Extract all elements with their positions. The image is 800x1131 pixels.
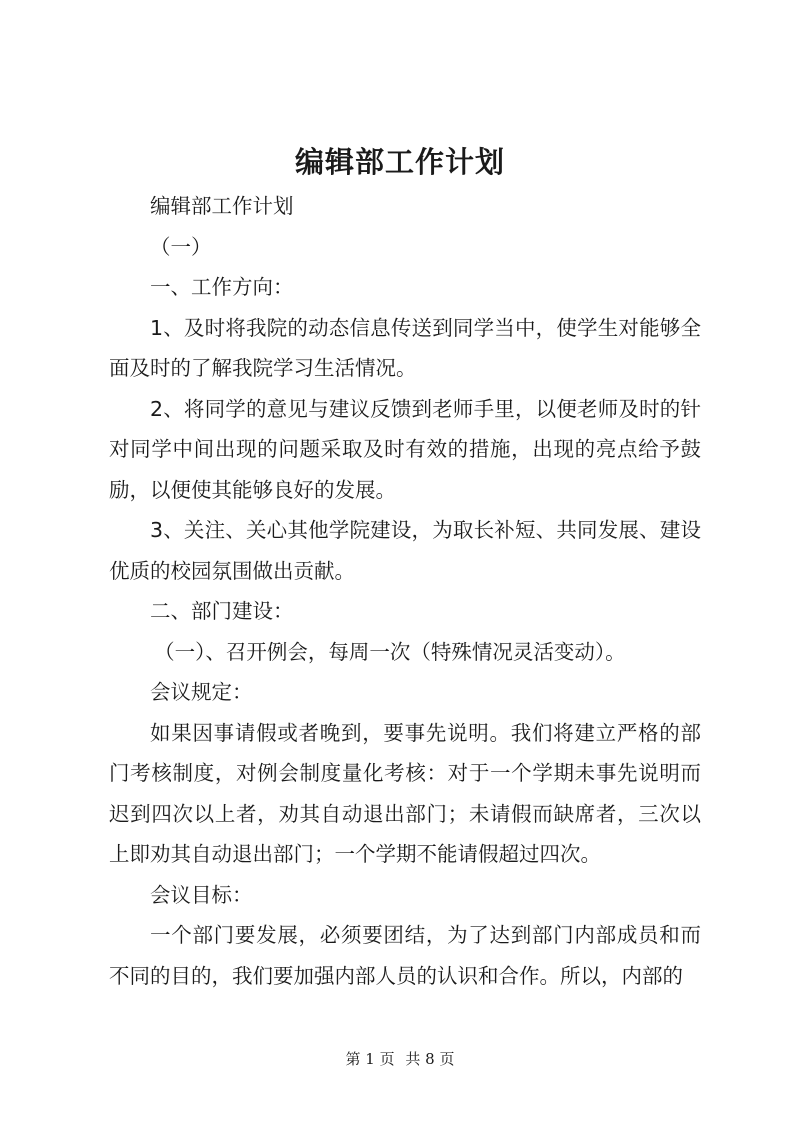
paragraph-meeting-rules: 如果因事请假或者晚到，要事先说明。我们将建立严格的部门考核制度，对例会制度量化考核：对于一个学期未事先说明而迟到四次以上者，劝其自动退出部门；未请假而缺席者，三次以上即劝其自动退出部门；一个学期不能请假超过四次。 [109, 720, 701, 866]
page-title: 编辑部工作计划 [294, 145, 505, 179]
page-footer [0, 1048, 800, 1069]
paragraph-item-2: 2、将同学的意见与建议反馈到老师手里，以便老师及时的针对同学中间出现的问题采取及时有效的措施，出现的亮点给予鼓励，以便使其能够良好的发展。 [109, 396, 701, 502]
paragraph-meeting-goals-heading: 会议目标： [150, 882, 253, 907]
document-body [109, 186, 701, 996]
paragraph-item-3: 3、关注、关心其他学院建设，为取长补短、共同发展、建设优质的校园氛围做出贡献。 [109, 518, 701, 583]
paragraph-item-1: 1、及时将我院的动态信息传送到同学当中，使学生对能够全面及时的了解我院学习生活情况。 [109, 315, 701, 380]
paragraph-heading-direction: 一、工作方向： [150, 275, 294, 299]
page-total: 共 8 页 [405, 1050, 455, 1068]
paragraph-section-marker: （一） [150, 234, 212, 259]
paragraph-subtitle: 编辑部工作计划 [150, 194, 294, 218]
paragraph-meeting-goals: 一个部门要发展，必须要团结，为了达到部门内部成员和而不同的目的，我们要加强内部人员的认识和合作。所以，内部的 [109, 923, 701, 988]
page-number: 第 1 页 [345, 1050, 395, 1068]
paragraph-heading-department: 二、部门建设： [150, 599, 294, 623]
paragraph-meetings: （一）、召开例会，每周一次（特殊情况灵活变动）。 [154, 639, 626, 664]
paragraph-meeting-rules-heading: 会议规定： [150, 680, 253, 704]
